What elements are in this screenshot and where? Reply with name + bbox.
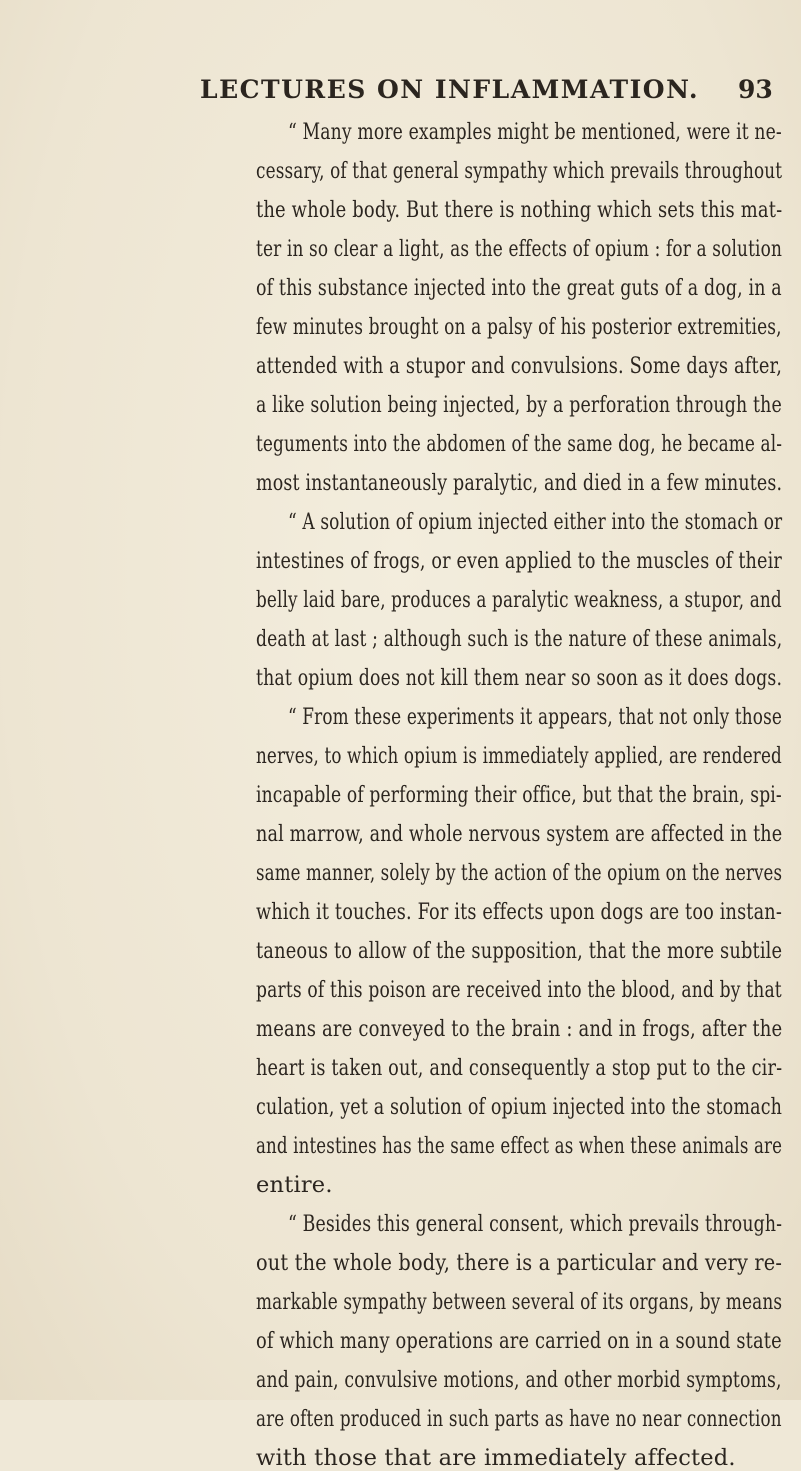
text-line: death at last ; although such is the nature of these animals,	[256, 626, 783, 652]
text-line: out the whole body, there is a particular and very re-	[256, 1250, 783, 1276]
text-line: “ A solution of opium injected either into the stomach or	[288, 509, 783, 535]
text-line: entire.	[256, 1172, 333, 1198]
text-line: the whole body. But there is nothing which sets this mat-	[256, 197, 783, 223]
text-line: which it touches. For its effects upon dogs are too instan-	[256, 899, 782, 925]
text-line: attended with a stupor and convulsions. Some days after,	[256, 353, 783, 379]
text-line: “ From these experiments it appears, that not only those	[288, 704, 783, 730]
text-line: that opium does not kill them near so soon as it does dogs.	[256, 665, 783, 691]
text-line: same manner, solely by the action of the opium on the nerves	[256, 860, 783, 886]
text-line: “ Besides this general consent, which prevails through-	[288, 1211, 783, 1237]
text-line: heart is taken out, and consequently a stop put to the cir-	[256, 1055, 783, 1081]
text-line: and pain, convulsive motions, and other morbid symptoms,	[256, 1367, 782, 1393]
page-header	[0, 75, 801, 109]
text-line: nal marrow, and whole nervous system are affected in the	[256, 821, 783, 847]
text-line: of which many operations are carried on in a sound state	[256, 1328, 782, 1354]
text-line: cessary, of that general sympathy which prevails throughout	[256, 158, 783, 184]
running-title: LECTURES ON INFLAMMATION.	[200, 75, 700, 104]
text-line: with those that are immediately affected.	[256, 1445, 736, 1471]
page-number: 93	[738, 75, 773, 104]
text-line: ter in so clear a light, as the effects of opium : for a solution	[256, 236, 783, 262]
text-line: markable sympathy between several of its organs, by means	[256, 1289, 783, 1315]
text-line: a like solution being injected, by a perforation through the	[256, 392, 782, 418]
text-line: belly laid bare, produces a paralytic weakness, a stupor, and	[256, 587, 782, 613]
text-line: teguments into the abdomen of the same dog, he became al-	[256, 431, 783, 457]
text-line: “ Many more examples might be mentioned, were it ne-	[288, 119, 782, 145]
text-line: culation, yet a solution of opium injected into the stomach	[256, 1094, 783, 1120]
text-line: most instantaneously paralytic, and died in a few minutes.	[256, 470, 783, 496]
text-line: are often produced in such parts as have no near connection	[256, 1406, 782, 1432]
text-line: incapable of performing their office, but that the brain, spi-	[256, 782, 782, 808]
text-line: taneous to allow of the supposition, that the more subtile	[256, 938, 783, 964]
text-line: and intestines has the same effect as when these animals are	[256, 1133, 783, 1159]
text-line: of this substance injected into the great guts of a dog, in a	[256, 275, 782, 301]
text-line: intestines of frogs, or even applied to the muscles of their	[256, 548, 782, 574]
text-line: nerves, to which opium is immediately applied, are rendered	[256, 743, 782, 769]
text-line: parts of this poison are received into the blood, and by that	[256, 977, 782, 1003]
text-line: means are conveyed to the brain : and in frogs, after the	[256, 1016, 783, 1042]
text-line: few minutes brought on a palsy of his posterior extremities,	[256, 314, 782, 340]
